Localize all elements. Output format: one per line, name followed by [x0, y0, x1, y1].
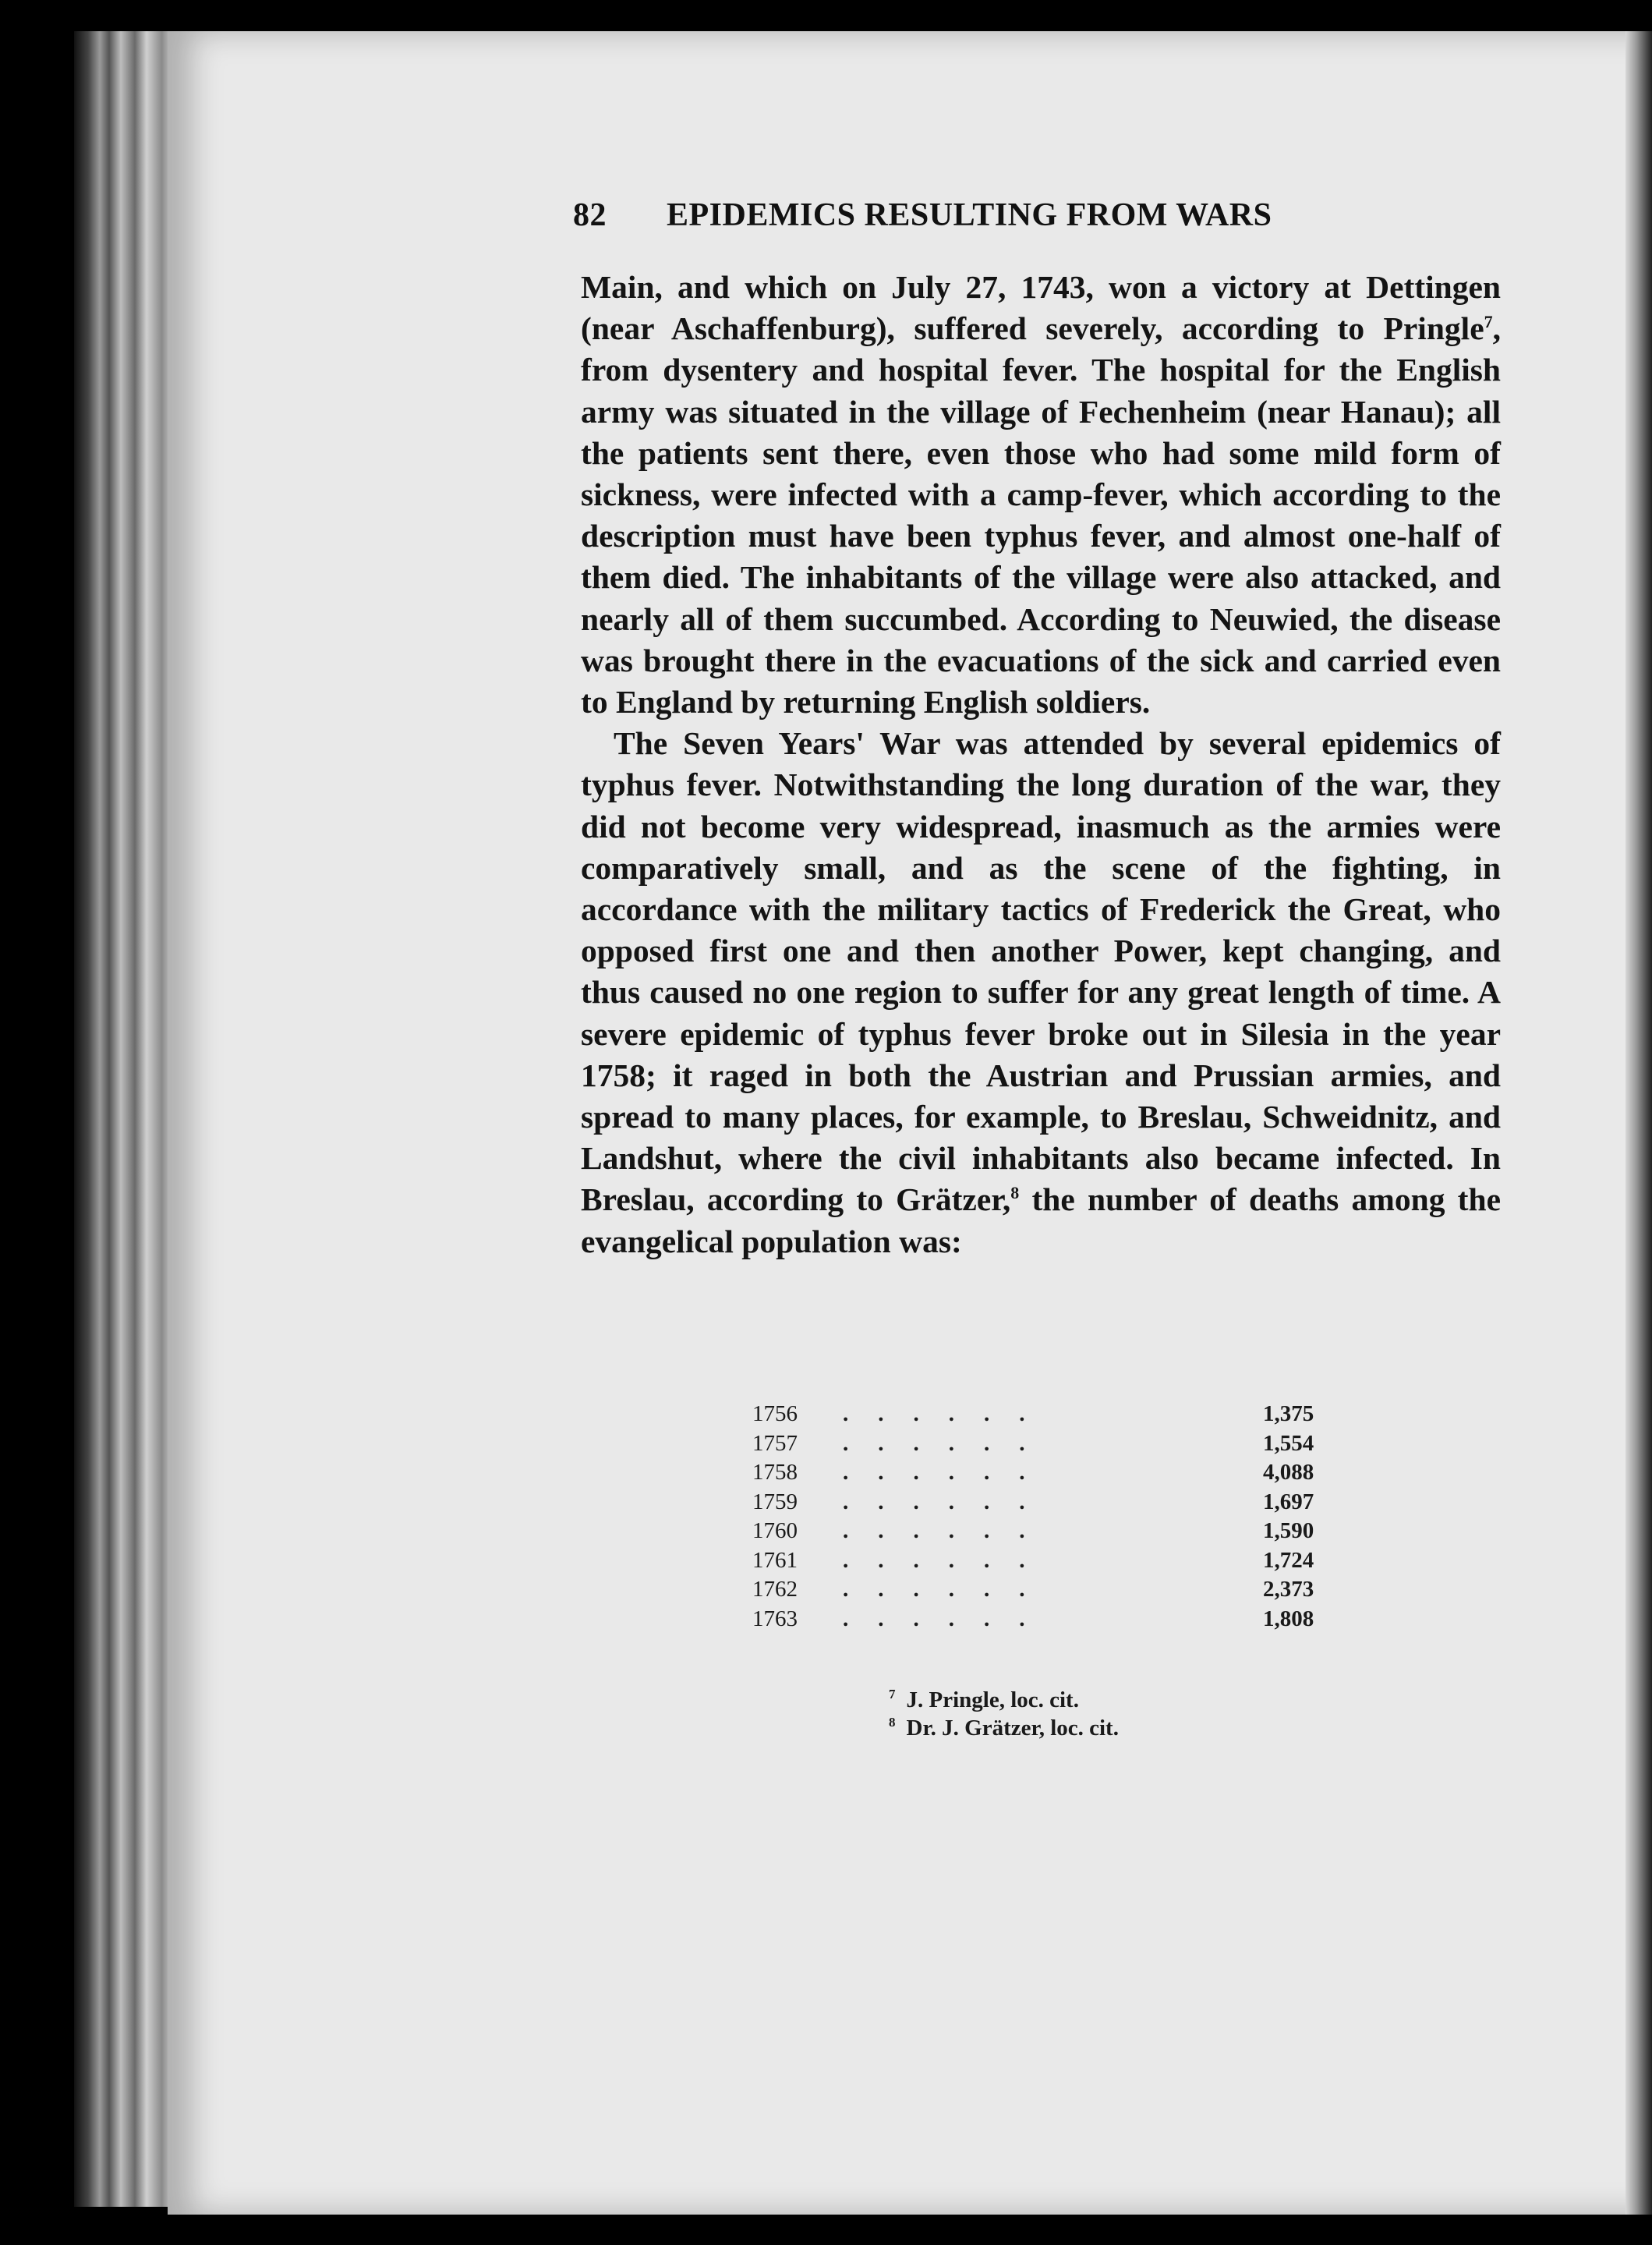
table-row: [752, 1429, 1349, 1459]
deaths-cell: 1,808: [1263, 1606, 1314, 1631]
dot-leader: ......: [843, 1577, 1055, 1602]
dot-leader: ......: [843, 1489, 1055, 1514]
table-row: [752, 1605, 1349, 1634]
footnote-mark: 7: [889, 1687, 896, 1702]
year-cell: 1756: [752, 1401, 798, 1426]
year-cell: 1758: [752, 1460, 798, 1485]
year-cell: 1761: [752, 1547, 798, 1573]
footnote-ref-8: 8: [1010, 1183, 1020, 1203]
dot-leader: ......: [843, 1606, 1055, 1631]
dot-leader: ......: [843, 1547, 1055, 1573]
footnote-mark: 8: [889, 1715, 896, 1730]
table-row: [752, 1458, 1349, 1488]
deaths-cell: 2,373: [1263, 1577, 1314, 1602]
paragraph-2: [581, 723, 1501, 1262]
deaths-table: [752, 1400, 1349, 1634]
table-row: [752, 1546, 1349, 1576]
year-cell: 1757: [752, 1430, 798, 1456]
footnote-ref-7: 7: [1484, 312, 1493, 332]
dot-leader: ......: [843, 1460, 1055, 1485]
year-cell: 1762: [752, 1577, 798, 1602]
table-row: [752, 1517, 1349, 1546]
page-number: 82: [573, 197, 607, 233]
footnote-text: J. Pringle, loc. cit.: [906, 1687, 1079, 1712]
deaths-cell: 1,697: [1263, 1489, 1314, 1514]
paragraph-text: , from dysentery and hospital fever. The hospital for the English army was situated in the village of Fechenheim (near Hanau); all the patients sent there, even those who had some mild form of sickness, were infected with a camp-fever, which according to the description must have been typhus fever, and almost one-half of them died. The inhabitants of the village were also attacked, and nearly all of them succumbed. According to Neuwied, the disease was brought there in the evacuations of the sick and carried even to England by returning English soldiers.: [581, 310, 1501, 721]
table-row: [752, 1400, 1349, 1429]
dot-leader: ......: [843, 1401, 1055, 1426]
running-title: EPIDEMICS RESULTING FROM WARS: [667, 197, 1272, 233]
deaths-cell: 1,590: [1263, 1518, 1314, 1543]
year-cell: 1759: [752, 1489, 798, 1514]
paragraph-text: Main, and which on July 27, 1743, won a victory at Dettingen (near Aschaffenburg), suffered severely, according to Pringle: [581, 269, 1501, 347]
running-header: [573, 197, 1376, 234]
body-text: [581, 267, 1501, 1262]
dot-leader: ......: [843, 1430, 1055, 1456]
paragraph-text: The Seven Years' War was attended by several epidemics of typhus fever. Notwithstanding the long duration of the war, they did not become very widespread, inasmuch as the armies were comparatively small, and as the scene of the fighting, in accordance with the military tactics of Frederick the Great, who opposed first one and then another Power, kept changing, and thus caused no one region to suffer for any great length of time. A severe epidemic of typhus fever broke out in Silesia in the year 1758; it raged in both the Austrian and Prussian armies, and spread to many places, for example, to Breslau, Schweidnitz, and Landshut, where the civil inhabitants also became infected. In Breslau, according to Grätzer,: [581, 725, 1501, 1218]
deaths-cell: 4,088: [1263, 1460, 1314, 1485]
deaths-cell: 1,724: [1263, 1547, 1314, 1573]
table-row: [752, 1575, 1349, 1605]
page-right-edge: [1625, 31, 1652, 2215]
footnote-text: Dr. J. Grätzer, loc. cit.: [906, 1716, 1119, 1740]
deaths-cell: 1,554: [1263, 1430, 1314, 1456]
paragraph-text: the number of deaths among the evangelical population was:: [581, 1181, 1501, 1259]
footnote-8: [889, 1714, 1119, 1742]
year-cell: 1763: [752, 1606, 798, 1631]
footnote-7: [889, 1686, 1119, 1714]
table-row: [752, 1488, 1349, 1517]
deaths-cell: 1,375: [1263, 1401, 1314, 1426]
dot-leader: ......: [843, 1518, 1055, 1543]
year-cell: 1760: [752, 1518, 798, 1543]
paragraph-1: [581, 267, 1501, 723]
footnotes: [889, 1686, 1119, 1742]
